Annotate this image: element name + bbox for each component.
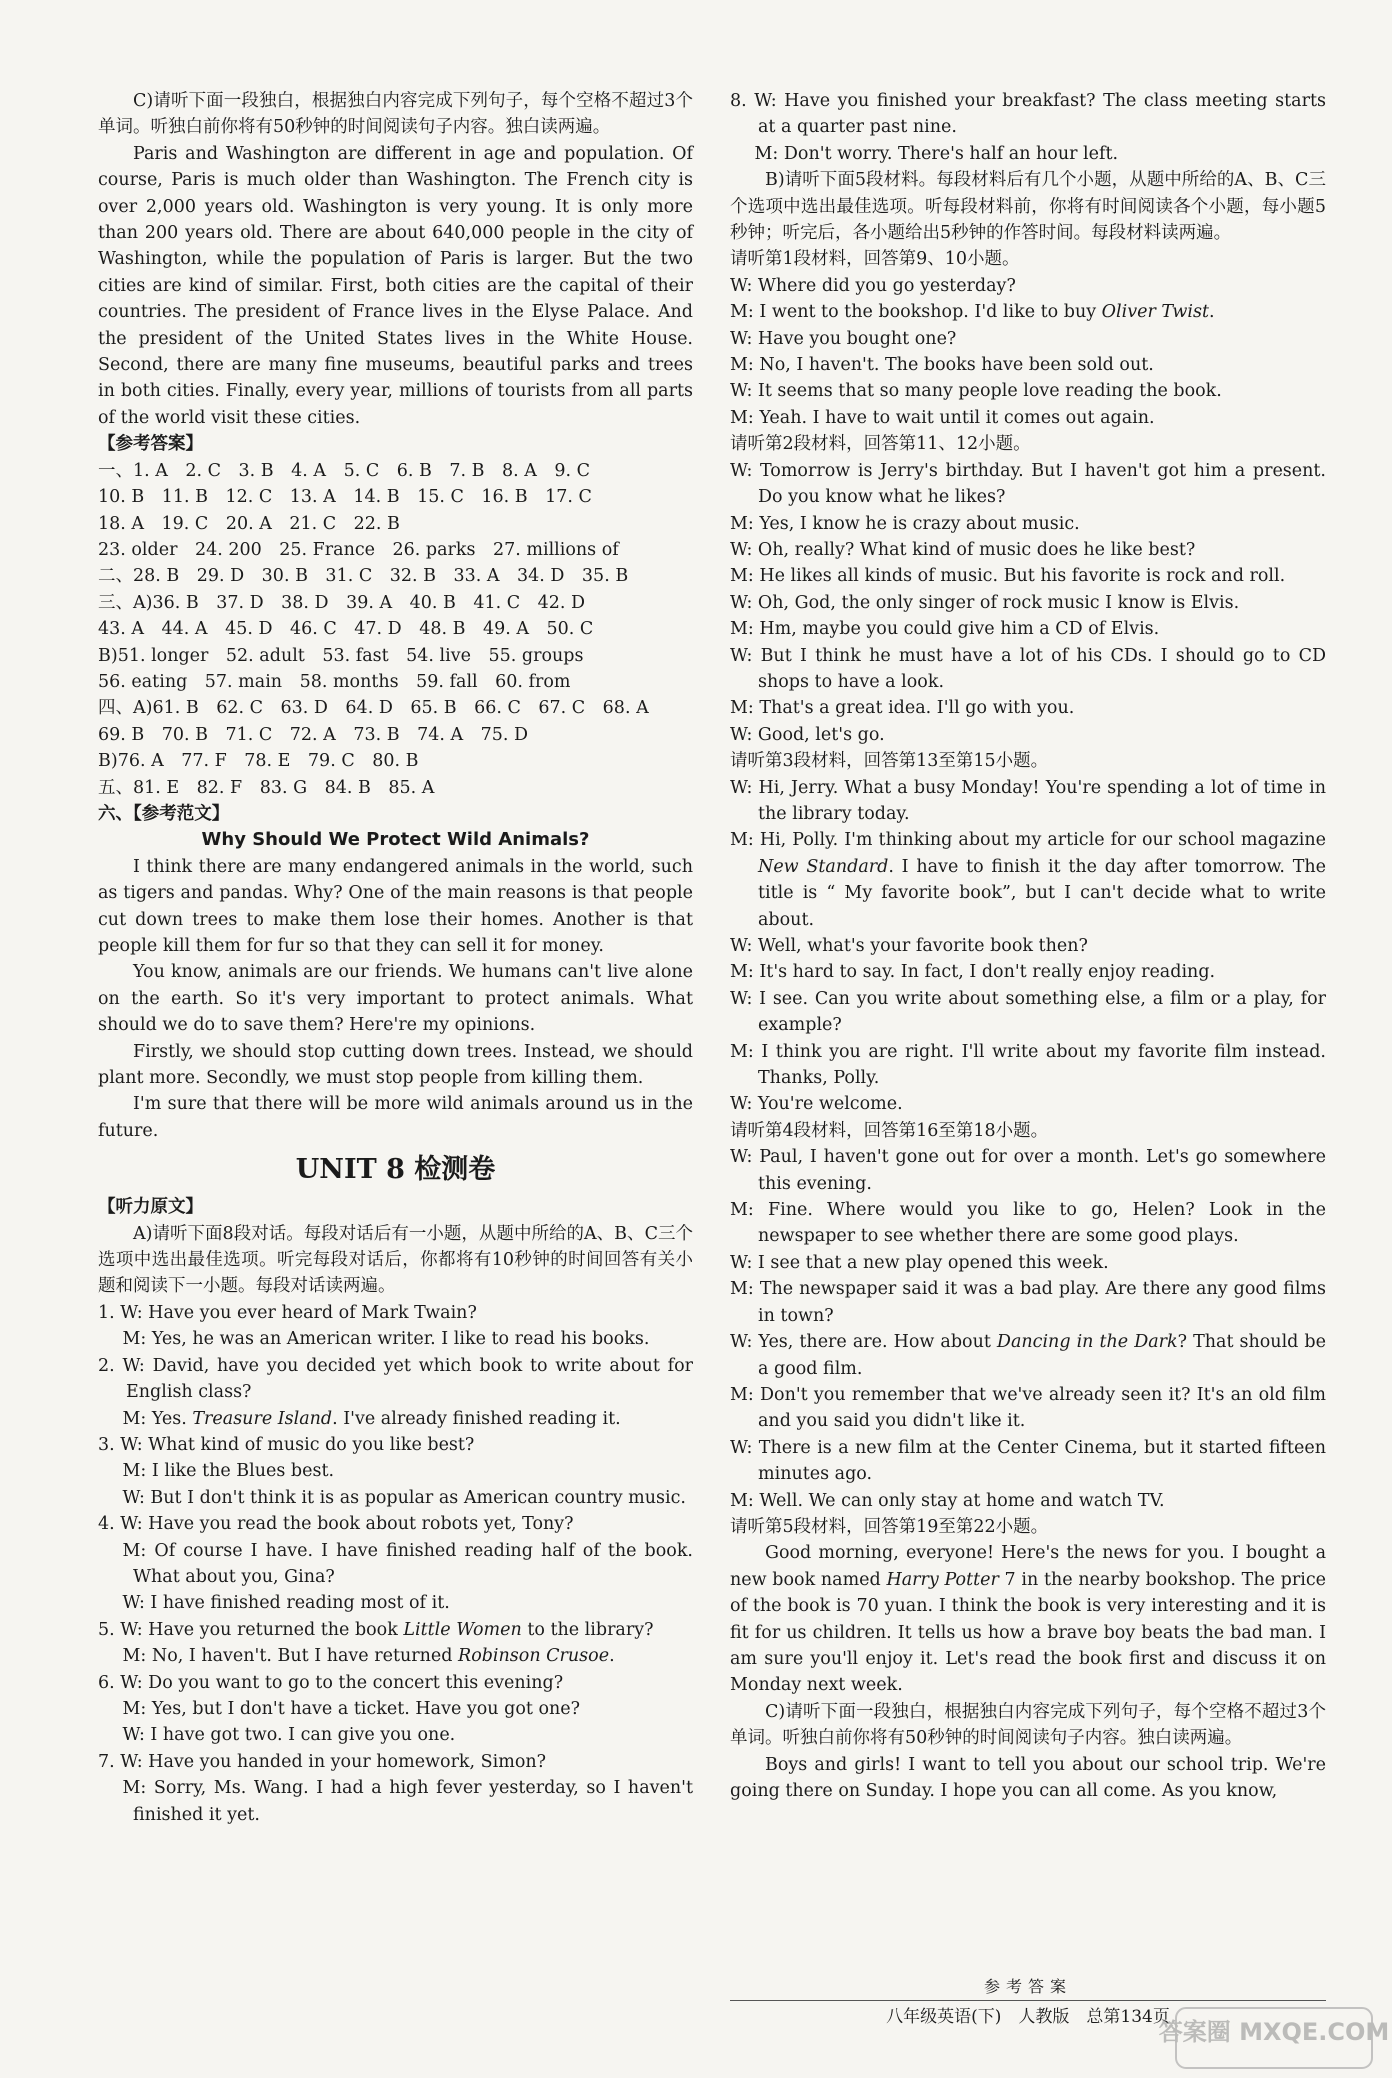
dialogue-line: M: He likes all kinds of music. But his favorite is rock and roll.: [730, 566, 1286, 587]
dialogue-line: M: Hi, Polly. I'm thinking about my article for our school magazine New Standard. I have to finish it the day after tomorrow. The title is “ My favorite book”, but I can't decide what to write about.: [730, 830, 1326, 930]
material-4-instruction: 请听第4段材料，回答第16至第18小题。: [730, 1120, 1049, 1141]
dialogue-line: 6. W: Do you want to go to the concert this evening?: [98, 1672, 564, 1693]
answers-heading: 【参考答案】: [98, 434, 203, 455]
dialogue-line: M: Fine. Where would you like to go, Helen? Look in the newspaper to see whether there are some good plays.: [730, 1200, 1326, 1247]
unit-title: UNIT 8 检测卷: [295, 1154, 496, 1186]
dialogue-line: 4. W: Have you read the book about robots yet, Tony?: [98, 1514, 574, 1535]
dialogue-line: M: No, I haven't. But I have returned Robinson Crusoe.: [122, 1646, 615, 1667]
dialogue-list: [98, 1300, 693, 1828]
essay-heading: 六、【参考范文】: [98, 803, 230, 824]
dialogue-line: M: Hm, maybe you could give him a CD of Elvis.: [730, 619, 1160, 640]
dialogue-line: W: But I think he must have a lot of his CDs. I should go to CD shops to have a look.: [730, 645, 1326, 692]
dialogue-line: W: Oh, God, the only singer of rock music I know is Elvis.: [730, 592, 1240, 613]
dialogue-line: 2. W: David, have you decided yet which book to write about for English class?: [98, 1355, 693, 1403]
dialogue-line: M: The newspaper said it was a bad play. Are there any good films in town?: [730, 1279, 1326, 1326]
section-a-instructions: A)请听下面8段对话。每段对话后有一小题，从题中所给的A、B、C三个选项中选出最佳选项。听完每段对话后，你都将有10秒钟的时间回答有关小题和阅读下一小题。每段对话读两遍。: [98, 1223, 693, 1297]
section-b-instructions: B)请听下面5段材料。每段材料后有几个小题，从题中所给的A、B、C三个选项中选出最佳选项。听每段材料前，你将有时间阅读各个小题，每小题5秒钟；听完后，各小题给出5秒钟的作答时间。每段材料读两遍。: [730, 170, 1326, 244]
dialogue-line: M: Well. We can only stay at home and watch TV.: [730, 1490, 1165, 1511]
section-c-instructions: C)请听下面一段独白，根据独白内容完成下列句子，每个空格不超过3个单词。听独白前你将有50秒钟的时间阅读句子内容。独白读两遍。: [98, 91, 693, 138]
dialogue-line: M: Don't worry. There's half an hour left.: [754, 143, 1119, 164]
dialogue-line: W: It seems that so many people love reading the book.: [730, 381, 1222, 402]
dialogue-line: W: Yes, there are. How about Dancing in the Dark? That should be a good film.: [730, 1332, 1326, 1379]
dialogue-line: M: It's hard to say. In fact, I don't really enjoy reading.: [730, 962, 1216, 983]
material-2-instruction: 请听第2段材料，回答第11、12小题。: [730, 434, 1031, 455]
answer-row: 18. A 19. C 20. A 21. C 22. B: [98, 513, 400, 534]
dialogue-line: M: Of course I have. I have finished reading half of the book. What about you, Gina?: [122, 1540, 693, 1587]
dialogue-line: W: Where did you go yesterday?: [730, 275, 1016, 296]
dialogue-line: W: Oh, really? What kind of music does he like best?: [730, 539, 1196, 560]
dialogue-line: M: No, I haven't. The books have been sold out.: [730, 355, 1154, 376]
material-4-dialogue: [730, 1144, 1326, 1514]
dialogue-line: W: I see. Can you write about something else, a film or a play, for example?: [730, 988, 1326, 1036]
answer-row: B)51. longer 52. adult 53. fast 54. live 55. groups: [98, 645, 584, 666]
listening-passage: Paris and Washington are different in age and population. Of course, Paris is much older than Washington. The French city is over 2,000 years old. Washington is very young. It is only more than 200 years old. There are about 640,000 people in the city of Washington, while the population of Paris is larger. But the two cities are kind of similar. First, both cities are the capital of their countries. The president of France lives in the Elyse Palace. And the president of the United States lives in the White House. Second, there are many fine museums, beautiful parks and trees in both cities. Finally, every year, millions of tourists from all parts of the world visit these cities.: [98, 143, 693, 428]
dialogue-line: M: Yeah. I have to wait until it comes out again.: [730, 407, 1155, 428]
dialogue-line: W: But I don't think it is as popular as American country music.: [122, 1487, 686, 1508]
section-c-instructions: C)请听下面一段独白，根据独白内容完成下列句子，每个空格不超过3个单词。听独白前你将有50秒钟的时间阅读句子内容。独白读两遍。: [730, 1701, 1326, 1749]
answer-list: [98, 458, 693, 801]
essay-title: Why Should We Protect Wild Animals?: [201, 829, 590, 851]
dialogue-line: M: Yes, but I don't have a ticket. Have you got one?: [122, 1698, 581, 1719]
essay-paragraph: I think there are many endangered animals in the world, such as tigers and pandas. Why? One of the main reasons is that people cut down trees to make them lose their homes. Another is that people kill them for fur so that they can sell it for money.: [98, 856, 693, 956]
dialogue-line: 8. W: Have you finished your breakfast? The class meeting starts at a quarter past nine.: [730, 91, 1326, 138]
dialogue-line: W: There is a new film at the Center Cinema, but it started fifteen minutes ago.: [730, 1437, 1326, 1485]
answer-row: 五、81. E 82. F 83. G 84. B 85. A: [98, 777, 435, 798]
answer-row: 69. B 70. B 71. C 72. A 73. B 74. A 75. D: [98, 724, 529, 745]
answer-row: B)76. A 77. F 78. E 79. C 80. B: [98, 751, 419, 772]
monologue-passage: Boys and girls! I want to tell you about our school trip. We're going there on Sunday. I hope you can all come. As you know,: [730, 1754, 1326, 1801]
dialogue-line: W: Hi, Jerry. What a busy Monday! You're spending a lot of time in the library today.: [730, 777, 1326, 824]
dialogue-line: W: Well, what's your favorite book then?: [730, 936, 1088, 956]
dialogue-line: W: Paul, I haven't gone out for over a month. Let's go somewhere this evening.: [730, 1147, 1326, 1194]
dialogue-line: M: Sorry, Ms. Wang. I had a high fever yesterday, so I haven't finished it yet.: [122, 1778, 693, 1825]
essay-paragraph: You know, animals are our friends. We humans can't live alone on the earth. So it's very important to protect animals. What should we do to save them? Here're my opinions.: [98, 962, 693, 1036]
dialogue-line: W: Tomorrow is Jerry's birthday. But I haven't got him a present. Do you know what he likes?: [730, 460, 1326, 508]
answer-row: 10. B 11. B 12. C 13. A 14. B 15. C 16. B 17. C: [98, 487, 592, 508]
right-column: [730, 88, 1326, 1804]
footer-label: 参考答案: [983, 1977, 1072, 1996]
answer-row: 23. older 24. 200 25. France 26. parks 27. millions of: [98, 539, 619, 560]
dialogue-line: W: I see that a new play opened this week.: [730, 1252, 1109, 1273]
watermark-logo: [1158, 2006, 1390, 2070]
dialogue-line: M: Yes. Treasure Island. I've already finished reading it.: [122, 1408, 621, 1429]
dialogue-line: 1. W: Have you ever heard of Mark Twain?: [98, 1302, 477, 1323]
material-5-instruction: 请听第5段材料，回答第19至第22小题。: [730, 1516, 1049, 1537]
answer-row: 56. eating 57. main 58. months 59. fall 60. from: [98, 671, 571, 692]
dialogue-line: M: I went to the bookshop. I'd like to buy Oliver Twist.: [730, 302, 1215, 323]
answer-row: 二、28. B 29. D 30. B 31. C 32. B 33. A 34. D 35. B: [98, 566, 629, 587]
left-column: [98, 88, 693, 1828]
answer-row: 三、A)36. B 37. D 38. D 39. A 40. B 41. C 42. D: [98, 592, 586, 613]
essay-paragraph: I'm sure that there will be more wild animals around us in the future.: [98, 1094, 693, 1141]
dialogue-line: W: I have got two. I can give you one.: [122, 1725, 456, 1746]
material-1-dialogue: [730, 273, 1326, 431]
dialogue-line: M: I like the Blues best.: [122, 1461, 335, 1482]
answer-row: 一、1. A 2. C 3. B 4. A 5. C 6. B 7. B 8. A 9. C: [98, 460, 590, 481]
answer-row: 43. A 44. A 45. D 46. C 47. D 48. B 49. A 50. C: [98, 619, 594, 640]
dialogue-line: M: I think you are right. I'll write about my favorite film instead. Thanks, Polly.: [730, 1041, 1326, 1089]
dialogue-line: M: Yes, he was an American writer. I like to read his books.: [122, 1329, 650, 1350]
watermark-text: 答案圈 MXQE.COM: [1158, 2018, 1390, 2046]
material-5-passage: Good morning, everyone! Here's the news for you. I bought a new book named Harry Potter 7 in the nearby bookshop. The price of the book is 70 yuan. I think the book is very interesting and it is fit for us children. It tells us how a brave boy beats the bad man. I am sure you'll enjoy it. Let's read the book first and discuss it on Monday next week.: [730, 1543, 1327, 1696]
material-3-instruction: 请听第3段材料，回答第13至第15小题。: [730, 751, 1049, 772]
dialogue-line: M: Yes, I know he is crazy about music.: [730, 513, 1080, 534]
dialogue-line: 7. W: Have you handed in your homework, Simon?: [98, 1751, 547, 1772]
dialogue-line: W: Good, let's go.: [730, 724, 885, 745]
material-3-dialogue: [730, 775, 1326, 1118]
answer-row: 四、A)61. B 62. C 63. D 64. D 65. B 66. C 67. C 68. A: [98, 698, 649, 719]
material-2-dialogue: [730, 458, 1326, 748]
dialogue-line: M: That's a great idea. I'll go with you.: [730, 698, 1075, 719]
dialogue-line: W: Have you bought one?: [730, 328, 957, 349]
listening-heading: 【听力原文】: [98, 1197, 203, 1218]
dialogue-line: 5. W: Have you returned the book Little Women to the library?: [98, 1619, 654, 1640]
dialogue-line: M: Don't you remember that we've already seen it? It's an old film and you said you didn't like it.: [730, 1384, 1326, 1432]
dialogue-line: W: I have finished reading most of it.: [122, 1593, 450, 1614]
dialogue-line: W: You're welcome.: [730, 1094, 903, 1115]
page-footer: 八年级英语(下) 人教版 总第134页: [886, 2007, 1170, 2027]
footer-divider: [730, 2000, 1326, 2001]
material-1-instruction: 请听第1段材料，回答第9、10小题。: [730, 249, 1020, 270]
essay-paragraph: Firstly, we should stop cutting down trees. Instead, we should plant more. Secondly, we must stop people from killing them.: [98, 1041, 693, 1089]
dialogue-line: 3. W: What kind of music do you like best?: [98, 1434, 475, 1455]
